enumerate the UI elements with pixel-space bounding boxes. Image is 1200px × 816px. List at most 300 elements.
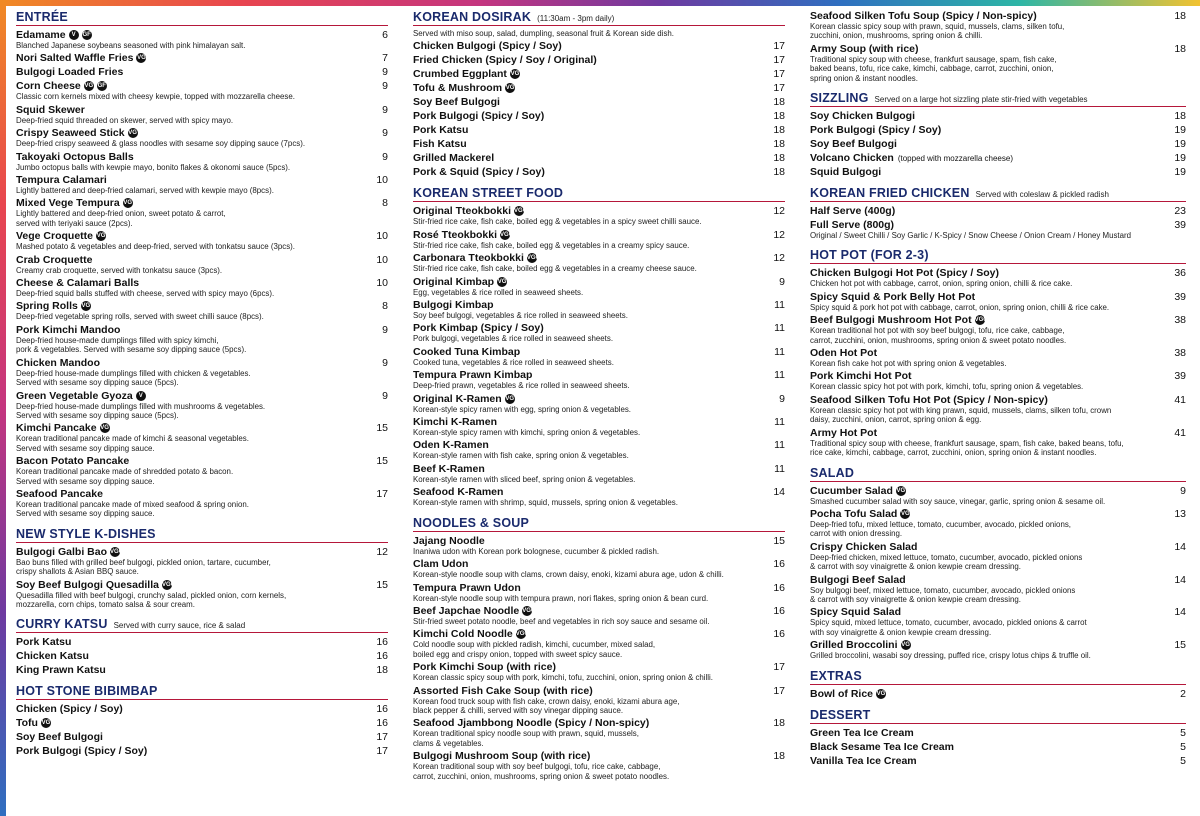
- menu-item: [413, 124, 785, 136]
- menu-item: [810, 394, 1186, 425]
- menu-item-name-wrap: [16, 127, 138, 139]
- section-title: DESSERT: [810, 707, 871, 722]
- menu-item-row: [16, 664, 388, 676]
- menu-item-price: 19: [1174, 124, 1186, 137]
- menu-item-price: 11: [774, 439, 785, 452]
- menu-item-name: Soy Beef Bulgogi: [810, 138, 897, 151]
- diet-badge-icon: VG: [123, 200, 133, 207]
- diet-badge-icon: VG: [505, 85, 515, 92]
- menu-item-description: Deep-fried vegetable spring rolls, served with sweet chilli sauce (8pcs).: [16, 312, 264, 322]
- menu-item-row: [413, 605, 785, 617]
- menu-section: [810, 248, 1186, 457]
- menu-item-row: [413, 558, 785, 570]
- menu-item-row: [16, 422, 388, 434]
- menu-item-name: Original Kimbap: [413, 275, 495, 288]
- menu-item-row: [810, 574, 1186, 586]
- menu-item-name-wrap: [16, 664, 106, 676]
- menu-item-name-wrap: [413, 299, 494, 311]
- menu-item-name-wrap: [810, 166, 881, 178]
- menu-item-name: Spring Rolls: [16, 300, 78, 313]
- menu-item-price: 38: [1174, 347, 1186, 360]
- section-header: [16, 527, 388, 543]
- menu-item-name: King Prawn Katsu: [16, 664, 106, 677]
- menu-item-row: [810, 370, 1186, 382]
- menu-item-price: 14: [1174, 573, 1186, 586]
- diet-badge-icon: V: [136, 391, 146, 401]
- menu-item-name-wrap: [810, 124, 941, 136]
- menu-item: [413, 346, 785, 367]
- menu-item: [413, 110, 785, 122]
- diet-badge-icon: V: [69, 30, 79, 40]
- menu-item-row: [413, 54, 785, 66]
- menu-item: [413, 252, 785, 273]
- menu-item: [16, 104, 388, 125]
- menu-item: [16, 80, 388, 101]
- menu-item-name-wrap: [413, 628, 530, 641]
- menu-item-name-wrap: [810, 219, 894, 231]
- menu-item-name: Fish Katsu: [413, 138, 467, 151]
- menu-item-price: 18: [773, 717, 785, 730]
- menu-item: [413, 416, 785, 437]
- menu-item-name: Pork Kimchi Mandoo: [16, 323, 121, 336]
- menu-item-name-wrap: [810, 508, 910, 520]
- menu-item-row: [810, 347, 1186, 359]
- menu-item-name: Black Sesame Tea Ice Cream: [810, 740, 954, 753]
- menu-item-price: 9: [382, 356, 388, 369]
- menu-item-price: 17: [773, 684, 785, 697]
- menu-item-price: 38: [1174, 314, 1186, 327]
- menu-item-price: 11: [774, 322, 785, 335]
- menu-item-row: [810, 485, 1186, 497]
- menu-item-description: Traditional spicy soup with cheese, frankfurt sausage, spam, fish cake, baked beans, tofu, rice cake, kimchi, cabbage, carrot, zucchini, onion, spring onion & instant noodles.: [810, 54, 1057, 83]
- menu-item-name: Oden K-Ramen: [413, 439, 489, 452]
- menu-item-price: 11: [774, 299, 785, 312]
- menu-item: [810, 10, 1186, 41]
- menu-item-description: Traditional spicy soup with cheese, frankfurt sausage, spam, fish cake, baked beans, tofu, rice cake, kimchi, cabbage, carrot, zucchini, onion, spring onion & instant noodles.: [810, 438, 1124, 458]
- section-title: SIZZLING: [810, 91, 869, 106]
- menu-item-name: Bacon Potato Pancake: [16, 455, 130, 468]
- menu-item-price: 18: [773, 124, 785, 137]
- menu-item: [16, 664, 388, 676]
- menu-item-row: [810, 43, 1186, 55]
- menu-item: [810, 639, 1186, 660]
- menu-item-name: Seafood Silken Tofu Soup (Spicy / Non-spicy): [810, 10, 1037, 22]
- menu-item-name: Nori Salted Waffle Fries: [16, 52, 134, 65]
- menu-item: [810, 291, 1186, 312]
- section-note: Served on a large hot sizzling plate stir-fried with vegetables: [874, 95, 1088, 105]
- menu-item: [16, 717, 388, 729]
- menu-item-row: [413, 252, 785, 264]
- menu-item-description: Soy bulgogi beef, mixed lettuce, tomato, cucumber, avocado, pickled onions & carrot with soy vinaigrette & onion kewpie cream dressing.: [810, 585, 1076, 604]
- menu-item-name: Pork & Squid (Spicy / Soy): [413, 166, 545, 179]
- menu-item-description: Mashed potato & vegetables and deep-fried, served with tonkatsu sauce (3pcs).: [16, 242, 295, 252]
- menu-item: [810, 574, 1186, 605]
- menu-item-description: Korean-style ramen with sliced beef, spring onion & vegetables.: [413, 474, 636, 484]
- menu-item-price: 17: [376, 731, 388, 744]
- menu-item-name-wrap: [413, 152, 494, 164]
- menu-section: [810, 669, 1186, 700]
- menu-item-price: 2: [1180, 687, 1186, 700]
- menu-item-description: Korean-style spicy ramen with egg, spring onion & vegetables.: [413, 404, 631, 414]
- diet-badge-icon: VG: [41, 720, 51, 727]
- menu-item-price: 17: [773, 82, 785, 95]
- menu-item-row: [413, 416, 785, 428]
- menu-item: [810, 110, 1186, 122]
- menu-item-name-wrap: [413, 535, 485, 547]
- section-header: [16, 10, 388, 26]
- menu-item: [16, 455, 388, 486]
- menu-item-name: Assorted Fish Cake Soup (with rice): [413, 684, 593, 697]
- menu-item-name: Soy Beef Bulgogi: [413, 96, 500, 109]
- menu-item-price: 18: [1174, 42, 1186, 55]
- menu-item-row: [413, 486, 785, 498]
- menu-item: [413, 717, 785, 748]
- menu-item-price: 17: [773, 40, 785, 53]
- menu-item: [810, 267, 1186, 288]
- diet-badge-icon: VG: [84, 83, 94, 90]
- diet-badge-icon: VGO: [161, 581, 176, 588]
- menu-item-row: [16, 66, 388, 78]
- menu-item-row: [413, 628, 785, 640]
- menu-item-row: [810, 508, 1186, 520]
- menu-item-price: 11: [774, 462, 785, 475]
- menu-item-name: Pork Katsu: [413, 124, 469, 137]
- menu-item-name-wrap: [413, 228, 514, 241]
- menu-item-price: 18: [773, 166, 785, 179]
- menu-item: [16, 127, 388, 148]
- menu-item-name-wrap: [16, 636, 71, 648]
- menu-item: [16, 66, 388, 78]
- menu-item-description: Korean classic spicy soup with prawn, squid, mussels, clams, silken tofu, zucchini, onion, mushrooms, spring onion & chilli.: [810, 22, 1065, 41]
- menu-item-name-wrap: [413, 661, 556, 673]
- menu-item-name-wrap: [16, 104, 85, 116]
- menu-item-name-wrap: [16, 731, 103, 743]
- menu-item-row: [810, 219, 1186, 231]
- menu-item-name-wrap: [413, 393, 515, 405]
- menu-item-row: [413, 535, 785, 547]
- menu-item: [810, 166, 1186, 178]
- menu-item-price: 14: [1174, 540, 1186, 553]
- menu-item-price: 9: [382, 323, 388, 336]
- menu-item-name: Soy Beef Bulgogi Quesadilla: [16, 578, 159, 591]
- menu-item: [810, 427, 1186, 458]
- menu-item-price: 17: [773, 661, 785, 674]
- menu-item-description: Creamy crab croquette, served with tonkatsu sauce (3pcs).: [16, 265, 223, 275]
- section-header: [810, 669, 1186, 685]
- menu-item-name: Chicken Katsu: [16, 650, 89, 663]
- menu-item: [810, 485, 1186, 506]
- menu-item: [16, 151, 388, 172]
- menu-section: [413, 516, 785, 781]
- menu-item-price: 16: [773, 558, 785, 571]
- menu-item-name: Seafood K-Ramen: [413, 486, 504, 499]
- menu-item-name: Cheese & Calamari Balls: [16, 277, 140, 290]
- menu-item-description: Korean classic spicy hot pot with king prawn, squid, mussels, clams, silken tofu, crown daisy, zucchini, onion, carrot, spring onion & egg.: [810, 405, 1112, 425]
- menu-item-row: [16, 230, 388, 242]
- menu-item-description: Deep-fried squid threaded on skewer, served with spicy mayo.: [16, 115, 234, 125]
- menu-item-name: Pocha Tofu Salad: [810, 507, 898, 520]
- diet-badge-icon: VG: [900, 510, 910, 517]
- menu-item-price: 8: [382, 197, 388, 210]
- diet-badge-icon: VG: [81, 303, 91, 310]
- menu-section: [16, 527, 388, 610]
- menu-item-name: Vanilla Tea Ice Cream: [810, 754, 917, 767]
- section-note: (11:30am - 3pm daily): [537, 14, 615, 23]
- menu-item-name: Pork Kimbap (Spicy / Soy): [413, 322, 544, 335]
- menu-item-name: Soy Chicken Bulgogi: [810, 110, 916, 123]
- menu-item-name-wrap: [810, 370, 912, 382]
- section-title: KOREAN STREET FOOD: [413, 186, 564, 201]
- section-title: CURRY KATSU: [16, 617, 108, 632]
- menu-item-description: Lightly battered and deep-fried onion, sweet potato & carrot, served with teriyaki sauce (2pcs).: [16, 209, 226, 228]
- menu-item: [810, 541, 1186, 572]
- menu-item-description: Korean fish cake hot pot with spring onion & vegetables.: [810, 359, 1007, 369]
- menu-item-name: Cucumber Salad: [810, 484, 893, 497]
- menu-item: [810, 219, 1186, 240]
- menu-item-name-wrap: [16, 717, 51, 729]
- menu-item-name: Oden Hot Pot: [810, 347, 878, 360]
- menu-item-row: [810, 727, 1186, 739]
- menu-item-row: [810, 124, 1186, 136]
- menu-item-name: Kimchi Pancake: [16, 422, 97, 435]
- menu-item-name: Pork Katsu: [16, 636, 72, 649]
- menu-item: [413, 558, 785, 579]
- menu-item-name: Kimchi Cold Noodle: [413, 628, 513, 641]
- diet-badge-icon: VG: [505, 395, 515, 402]
- menu-item-row: [413, 717, 785, 729]
- menu-item-name-wrap: [810, 205, 895, 217]
- section-header: [810, 466, 1186, 482]
- diet-badge-icon: GF: [97, 83, 106, 90]
- menu-item-name: Tofu & Mushroom: [413, 82, 503, 95]
- menu-item-row: [810, 166, 1186, 178]
- menu-item-row: [413, 205, 785, 217]
- menu-item: [413, 29, 785, 38]
- menu-item-description: Pork bulgogi, vegetables & rice rolled in seaweed sheets.: [413, 334, 614, 344]
- menu-item-price: 36: [1174, 267, 1186, 280]
- menu-item-price: 15: [376, 578, 388, 591]
- menu-item-name: Bulgogi Mushroom Soup (with rice): [413, 750, 591, 763]
- menu-item-row: [16, 488, 388, 500]
- menu-item-name: Full Serve (800g): [810, 219, 895, 232]
- menu-item-row: [16, 104, 388, 116]
- menu-item-price: 10: [376, 277, 388, 290]
- menu-item: [16, 29, 388, 50]
- menu-section: [413, 10, 785, 178]
- menu-item-row: [413, 463, 785, 475]
- menu-item-name: Bulgogi Galbi Bao: [16, 545, 107, 558]
- menu-item-row: [413, 276, 785, 288]
- menu-item-name-wrap: [413, 40, 562, 52]
- menu-item-price: 39: [1174, 290, 1186, 303]
- menu-item: [413, 40, 785, 52]
- menu-item-row: [413, 322, 785, 334]
- menu-item-price: 16: [376, 650, 388, 663]
- menu-item: [413, 68, 785, 80]
- section-note: Served with coleslaw & pickled radish: [975, 190, 1109, 200]
- menu-item-row: [413, 166, 785, 178]
- menu-item-row: [413, 68, 785, 80]
- menu-item-description: Korean-style noodle soup with clams, crown daisy, enoki, kizami abura age, udon & chilli.: [413, 570, 724, 580]
- menu-section: [810, 466, 1186, 661]
- top-color-strip: [0, 0, 1200, 6]
- menu-item-name: Beef K-Ramen: [413, 462, 485, 475]
- menu-item-name-wrap: [810, 727, 914, 739]
- menu-item-name: Pork Kimchi Soup (with rice): [413, 661, 556, 674]
- menu-item: [413, 96, 785, 108]
- menu-item-name: Takoyaki Octopus Balls: [16, 150, 134, 163]
- menu-item: [413, 605, 785, 626]
- menu-item-row: [16, 52, 388, 64]
- menu-item-row: [413, 124, 785, 136]
- menu-item-name-wrap: [413, 604, 536, 617]
- section-header: [810, 708, 1186, 724]
- menu-item-description: Blanched Japanese soybeans seasoned with pink himalayan salt.: [16, 41, 246, 50]
- menu-item: [413, 82, 785, 94]
- menu-item: [16, 277, 388, 298]
- menu-item-price: 10: [376, 230, 388, 243]
- menu-item-name-wrap: [413, 416, 497, 428]
- menu-section: [810, 708, 1186, 767]
- menu-item-price: 18: [773, 152, 785, 165]
- menu-item-name: Army Hot Pot: [810, 426, 878, 439]
- menu-item-row: [16, 80, 388, 92]
- menu-item-row: [413, 685, 785, 697]
- section-title: ENTRÉE: [16, 10, 68, 24]
- menu-item-name: Tempura Calamari: [16, 174, 107, 187]
- menu-item-row: [413, 299, 785, 311]
- menu-item-price: 18: [773, 110, 785, 123]
- menu-item-description: Jumbo octopus balls with kewpie mayo, bonito flakes & okonomi sauce (5pcs).: [16, 162, 291, 172]
- menu-item-name: Chicken Bulgogi Hot Pot (Spicy / Soy): [810, 267, 1000, 280]
- menu-section: [413, 186, 785, 507]
- menu-item-note: (topped with mozzarella cheese): [897, 153, 1013, 163]
- menu-item-row: [413, 138, 785, 150]
- menu-item-name-wrap: [16, 455, 129, 467]
- menu-item-price: 16: [773, 628, 785, 641]
- menu-item-name-wrap: [16, 254, 92, 266]
- menu-item-row: [16, 174, 388, 186]
- menu-item: [810, 152, 1186, 164]
- menu-item-name-wrap: [413, 685, 593, 697]
- menu-item-name-wrap: [413, 463, 485, 475]
- menu-item: [810, 205, 1186, 217]
- menu-item-description: Deep-fried tofu, mixed lettuce, tomato, cucumber, avocado, pickled onions, carrot with onion dressing.: [810, 519, 1071, 539]
- menu-item-name: Beef Japchae Noodle: [413, 604, 520, 617]
- section-title: NOODLES & SOUP: [413, 515, 530, 530]
- menu-item: [413, 229, 785, 250]
- menu-item-price: 5: [1180, 754, 1186, 767]
- menu-item: [16, 579, 388, 610]
- menu-item-name: Squid Bulgogi: [810, 166, 882, 179]
- menu-item-name: Bulgogi Kimbap: [413, 299, 494, 312]
- menu-item-description: Original / Sweet Chilli / Soy Garlic / K-Spicy / Snow Cheese / Onion Cream / Honey Mustard: [810, 231, 1132, 241]
- section-title: EXTRAS: [810, 668, 862, 683]
- diet-badge-icon: VGO: [515, 631, 530, 638]
- menu-item-row: [413, 110, 785, 122]
- menu-item: [16, 197, 388, 228]
- section-title: KOREAN FRIED CHICKEN: [810, 186, 970, 201]
- menu-item-row: [16, 277, 388, 289]
- menu-item-row: [413, 229, 785, 241]
- menu-item-price: 11: [774, 345, 785, 358]
- menu-item-description: Korean-style ramen with fish cake, spring onion & vegetables.: [413, 451, 629, 461]
- menu-item-price: 12: [773, 228, 785, 241]
- menu-item-name-wrap: [16, 324, 120, 336]
- menu-item-description: Korean classic spicy soup with pork, kimchi, tofu, zucchini, onion, spring onion & chilli.: [413, 673, 713, 683]
- menu-item-name: Squid Skewer: [16, 103, 85, 116]
- menu-item: [413, 439, 785, 460]
- menu-item-price: 18: [376, 664, 388, 677]
- menu-item-name-wrap: [16, 650, 89, 662]
- menu-item: [413, 393, 785, 414]
- menu-item-name-wrap: [810, 10, 1037, 22]
- menu-item: [413, 369, 785, 390]
- menu-item-price: 7: [382, 52, 388, 65]
- menu-item-name-wrap: [16, 357, 100, 369]
- menu-item-name: Grilled Mackerel: [413, 152, 495, 165]
- menu-item: [810, 43, 1186, 83]
- menu-item-row: [810, 205, 1186, 217]
- section-title: SALAD: [810, 465, 855, 480]
- menu-item-name-wrap: [16, 578, 176, 591]
- menu-item-name: Carbonara Tteokbokki: [413, 252, 524, 265]
- menu-item-row: [16, 455, 388, 467]
- menu-item-description: Cold noodle soup with pickled radish, kimchi, cucumber, mixed salad, boiled egg and crispy onion, topped with sweet spicy sauce.: [413, 640, 656, 659]
- menu-item: [810, 741, 1186, 753]
- section-header: [16, 684, 388, 700]
- diet-badge-icon: VG: [137, 55, 146, 62]
- menu-item-name-wrap: [16, 745, 147, 757]
- menu-item-price: 17: [773, 68, 785, 81]
- menu-item-name-wrap: [810, 291, 975, 303]
- diet-badge-icon: VG: [497, 278, 507, 285]
- menu-item: [16, 703, 388, 715]
- menu-item-row: [16, 29, 388, 41]
- diet-badge-icon: VG: [100, 425, 109, 432]
- menu-item-description: Korean traditional pancake made of kimchi & seasonal vegetables. Served with sesame soy dipping sauce.: [16, 434, 249, 453]
- diet-badge-icon: GF: [82, 32, 91, 38]
- menu-section: [16, 10, 388, 519]
- menu-item-row: [810, 541, 1186, 553]
- menu-item-row: [16, 390, 388, 402]
- menu-item-row: [810, 314, 1186, 326]
- menu-item-price: 6: [382, 29, 388, 41]
- menu-item-name-wrap: [16, 174, 107, 186]
- menu-item-name-wrap: [413, 110, 544, 122]
- menu-item-description: Bao buns filled with grilled beef bulgogi, pickled onion, tartare, cucumber, crispy shallots & Asian BBQ sauce.: [16, 557, 271, 577]
- menu-item-name: Grilled Broccolini: [810, 639, 898, 652]
- menu-item-row: [413, 582, 785, 594]
- section-header: [413, 10, 785, 26]
- menu-item-row: [16, 357, 388, 369]
- menu-item: [413, 205, 785, 226]
- menu-item-description: Stir-fried rice cake, fish cake, boiled egg & vegetables in a creamy cheese sauce.: [413, 264, 697, 274]
- menu-item-name: Pork Bulgogi (Spicy / Soy): [413, 110, 545, 123]
- menu-item-name-wrap: [810, 110, 915, 122]
- menu-item-name: Jajang Noodle: [413, 534, 485, 547]
- menu-item-name-wrap: [413, 205, 528, 218]
- menu-item-name-wrap: [16, 545, 124, 558]
- menu-item-description: Deep-fried chicken, mixed lettuce, tomato, cucumber, avocado, pickled onions & carrot with soy vinaigrette & onion kewpie cream dressing.: [810, 552, 1083, 572]
- menu-item-name: Beef Bulgogi Mushroom Hot Pot: [810, 314, 972, 327]
- diet-badge-icon: VGO: [514, 208, 528, 215]
- menu-item-name-wrap: [413, 439, 489, 451]
- menu-item: [413, 486, 785, 507]
- menu-item-name-wrap: [413, 486, 503, 498]
- menu-item-price: 18: [773, 750, 785, 763]
- diet-badge-icon: VG: [510, 71, 520, 78]
